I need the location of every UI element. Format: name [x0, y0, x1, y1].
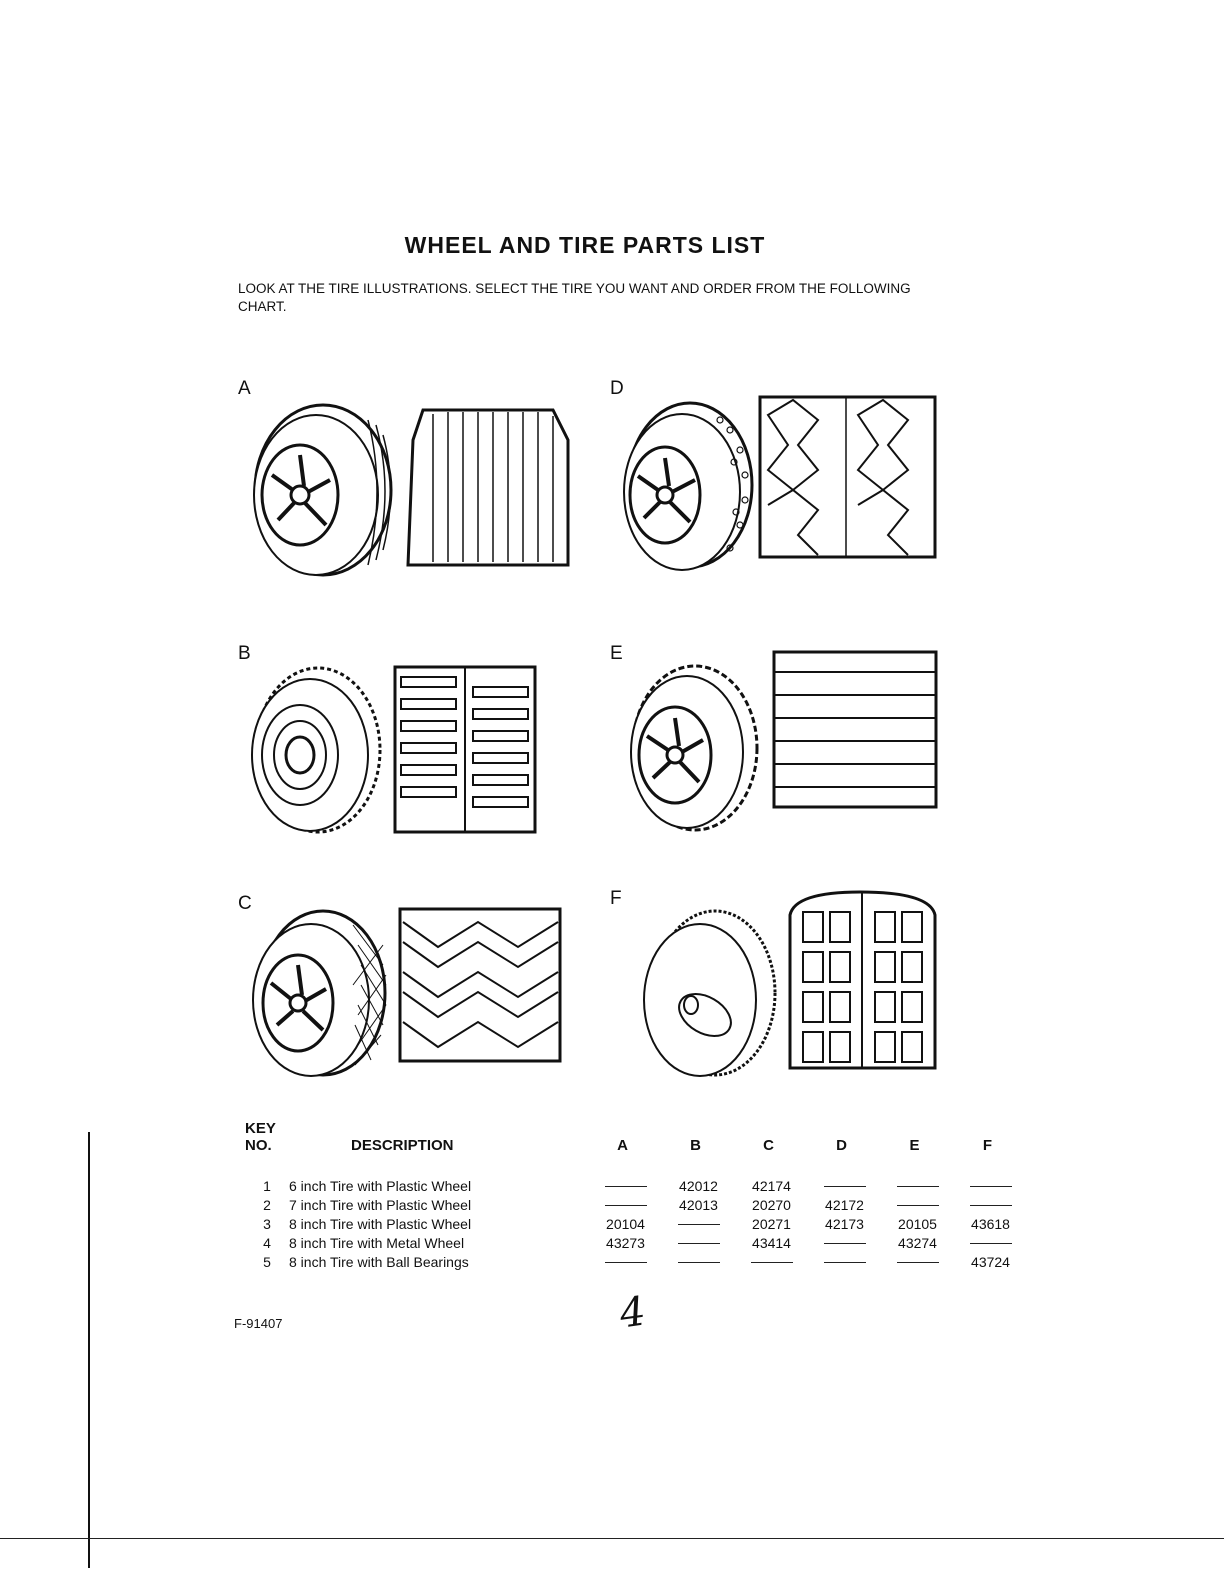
illustration-letter: C: [238, 893, 252, 914]
column-header-a: A: [617, 1137, 628, 1154]
wheel-b-icon: [238, 660, 388, 840]
not-available-dash: [954, 1233, 1027, 1252]
dash-mark: [824, 1262, 866, 1263]
part-number: 42012: [679, 1177, 718, 1194]
dash-mark: [970, 1205, 1012, 1206]
dash-mark: [678, 1262, 720, 1263]
not-available-dash: [662, 1252, 735, 1271]
illustration-letter: B: [238, 643, 251, 664]
not-available-dash: [881, 1195, 954, 1214]
dash-mark: [605, 1262, 647, 1263]
key-number: 5: [263, 1253, 271, 1270]
margin-line: [88, 1132, 90, 1568]
figure-number: F-91407: [234, 1316, 283, 1331]
part-number: 42173: [825, 1215, 864, 1232]
key-number: 2: [263, 1196, 271, 1213]
part-number: 43618: [971, 1215, 1010, 1232]
tire-illustration-e: [610, 645, 940, 845]
not-available-dash: [589, 1252, 662, 1271]
parts-table: [245, 1120, 1027, 1271]
page-title: WHEEL AND TIRE PARTS LIST: [404, 232, 766, 258]
part-number: 20104: [606, 1215, 645, 1232]
part-description: 7 inch Tire with Plastic Wheel: [289, 1196, 472, 1213]
not-available-dash: [662, 1214, 735, 1233]
column-header-e: E: [909, 1137, 920, 1154]
not-available-dash: [881, 1252, 954, 1271]
key-no-header: [245, 1120, 289, 1154]
table-row: [245, 1176, 1027, 1195]
dash-mark: [678, 1224, 720, 1225]
not-available-dash: [735, 1252, 808, 1271]
tread-b-icon: [393, 665, 543, 835]
part-number: 42013: [679, 1196, 718, 1213]
dash-mark: [751, 1262, 793, 1263]
wheel-d-icon: [610, 400, 760, 580]
key-number: 1: [263, 1177, 271, 1194]
column-header-c: C: [763, 1137, 774, 1154]
bottom-rule: [0, 1538, 1224, 1539]
part-number: 20270: [752, 1196, 791, 1213]
dash-mark: [970, 1186, 1012, 1187]
column-header-d: D: [836, 1137, 847, 1154]
part-number: 43273: [606, 1234, 645, 1251]
not-available-dash: [808, 1252, 881, 1271]
tread-e-icon: [772, 650, 942, 810]
part-description: 8 inch Tire with Plastic Wheel: [289, 1215, 472, 1232]
dash-mark: [824, 1243, 866, 1244]
illustration-letter: A: [238, 378, 251, 399]
part-description: 8 inch Tire with Metal Wheel: [289, 1234, 465, 1251]
key-number: 4: [263, 1234, 271, 1251]
page-mark: 4: [616, 1288, 649, 1338]
dash-mark: [897, 1205, 939, 1206]
tread-c-icon: [398, 907, 568, 1067]
not-available-dash: [954, 1176, 1027, 1195]
not-available-dash: [808, 1176, 881, 1195]
instructions-text: LOOK AT THE TIRE ILLUSTRATIONS. SELECT THE TIRE YOU WANT AND ORDER FROM THE FOLLOWING CHART.: [238, 281, 911, 314]
not-available-dash: [662, 1233, 735, 1252]
table-row: [245, 1252, 1027, 1271]
wheel-f-icon: [625, 905, 785, 1085]
table-row: [245, 1233, 1027, 1252]
column-header-b: B: [690, 1137, 701, 1154]
dash-mark: [605, 1186, 647, 1187]
part-description: 6 inch Tire with Plastic Wheel: [289, 1177, 472, 1194]
wheel-a-icon: [238, 400, 398, 580]
part-number: 43274: [898, 1234, 937, 1251]
illustration-letter: E: [610, 643, 623, 664]
part-number: 20271: [752, 1215, 791, 1232]
dash-mark: [678, 1243, 720, 1244]
part-number: 20105: [898, 1215, 937, 1232]
wheel-c-icon: [243, 905, 393, 1085]
dash-mark: [897, 1262, 939, 1263]
tread-d-icon: [758, 395, 938, 560]
description-header: DESCRIPTION: [351, 1137, 454, 1154]
column-header-f: F: [982, 1137, 993, 1154]
not-available-dash: [808, 1233, 881, 1252]
tire-illustration-c: [238, 895, 578, 1095]
table-row: [245, 1214, 1027, 1233]
part-number: 42174: [752, 1177, 791, 1194]
key-header-line2: NO.: [245, 1137, 272, 1154]
part-number: 43414: [752, 1234, 791, 1251]
tire-illustration-b: [238, 645, 578, 845]
tire-illustration-a: [238, 380, 578, 580]
part-number: 43724: [971, 1253, 1010, 1270]
key-header-line1: KEY: [245, 1120, 276, 1137]
dash-mark: [824, 1186, 866, 1187]
part-description: 8 inch Tire with Ball Bearings: [289, 1253, 469, 1270]
wheel-e-icon: [615, 660, 765, 840]
not-available-dash: [589, 1176, 662, 1195]
not-available-dash: [954, 1195, 1027, 1214]
tread-f-icon: [785, 890, 945, 1070]
tire-illustration-d: [610, 380, 940, 580]
dash-mark: [897, 1186, 939, 1187]
key-number: 3: [263, 1215, 271, 1232]
tread-a-icon: [403, 400, 573, 570]
dash-mark: [605, 1205, 647, 1206]
illustration-letter: F: [610, 888, 622, 909]
table-row: [245, 1195, 1027, 1214]
not-available-dash: [881, 1176, 954, 1195]
tire-illustration-f: [610, 890, 950, 1090]
table-header-row: [245, 1120, 1027, 1154]
dash-mark: [970, 1243, 1012, 1244]
part-number: 42172: [825, 1196, 864, 1213]
illustration-letter: D: [610, 378, 624, 399]
not-available-dash: [589, 1195, 662, 1214]
